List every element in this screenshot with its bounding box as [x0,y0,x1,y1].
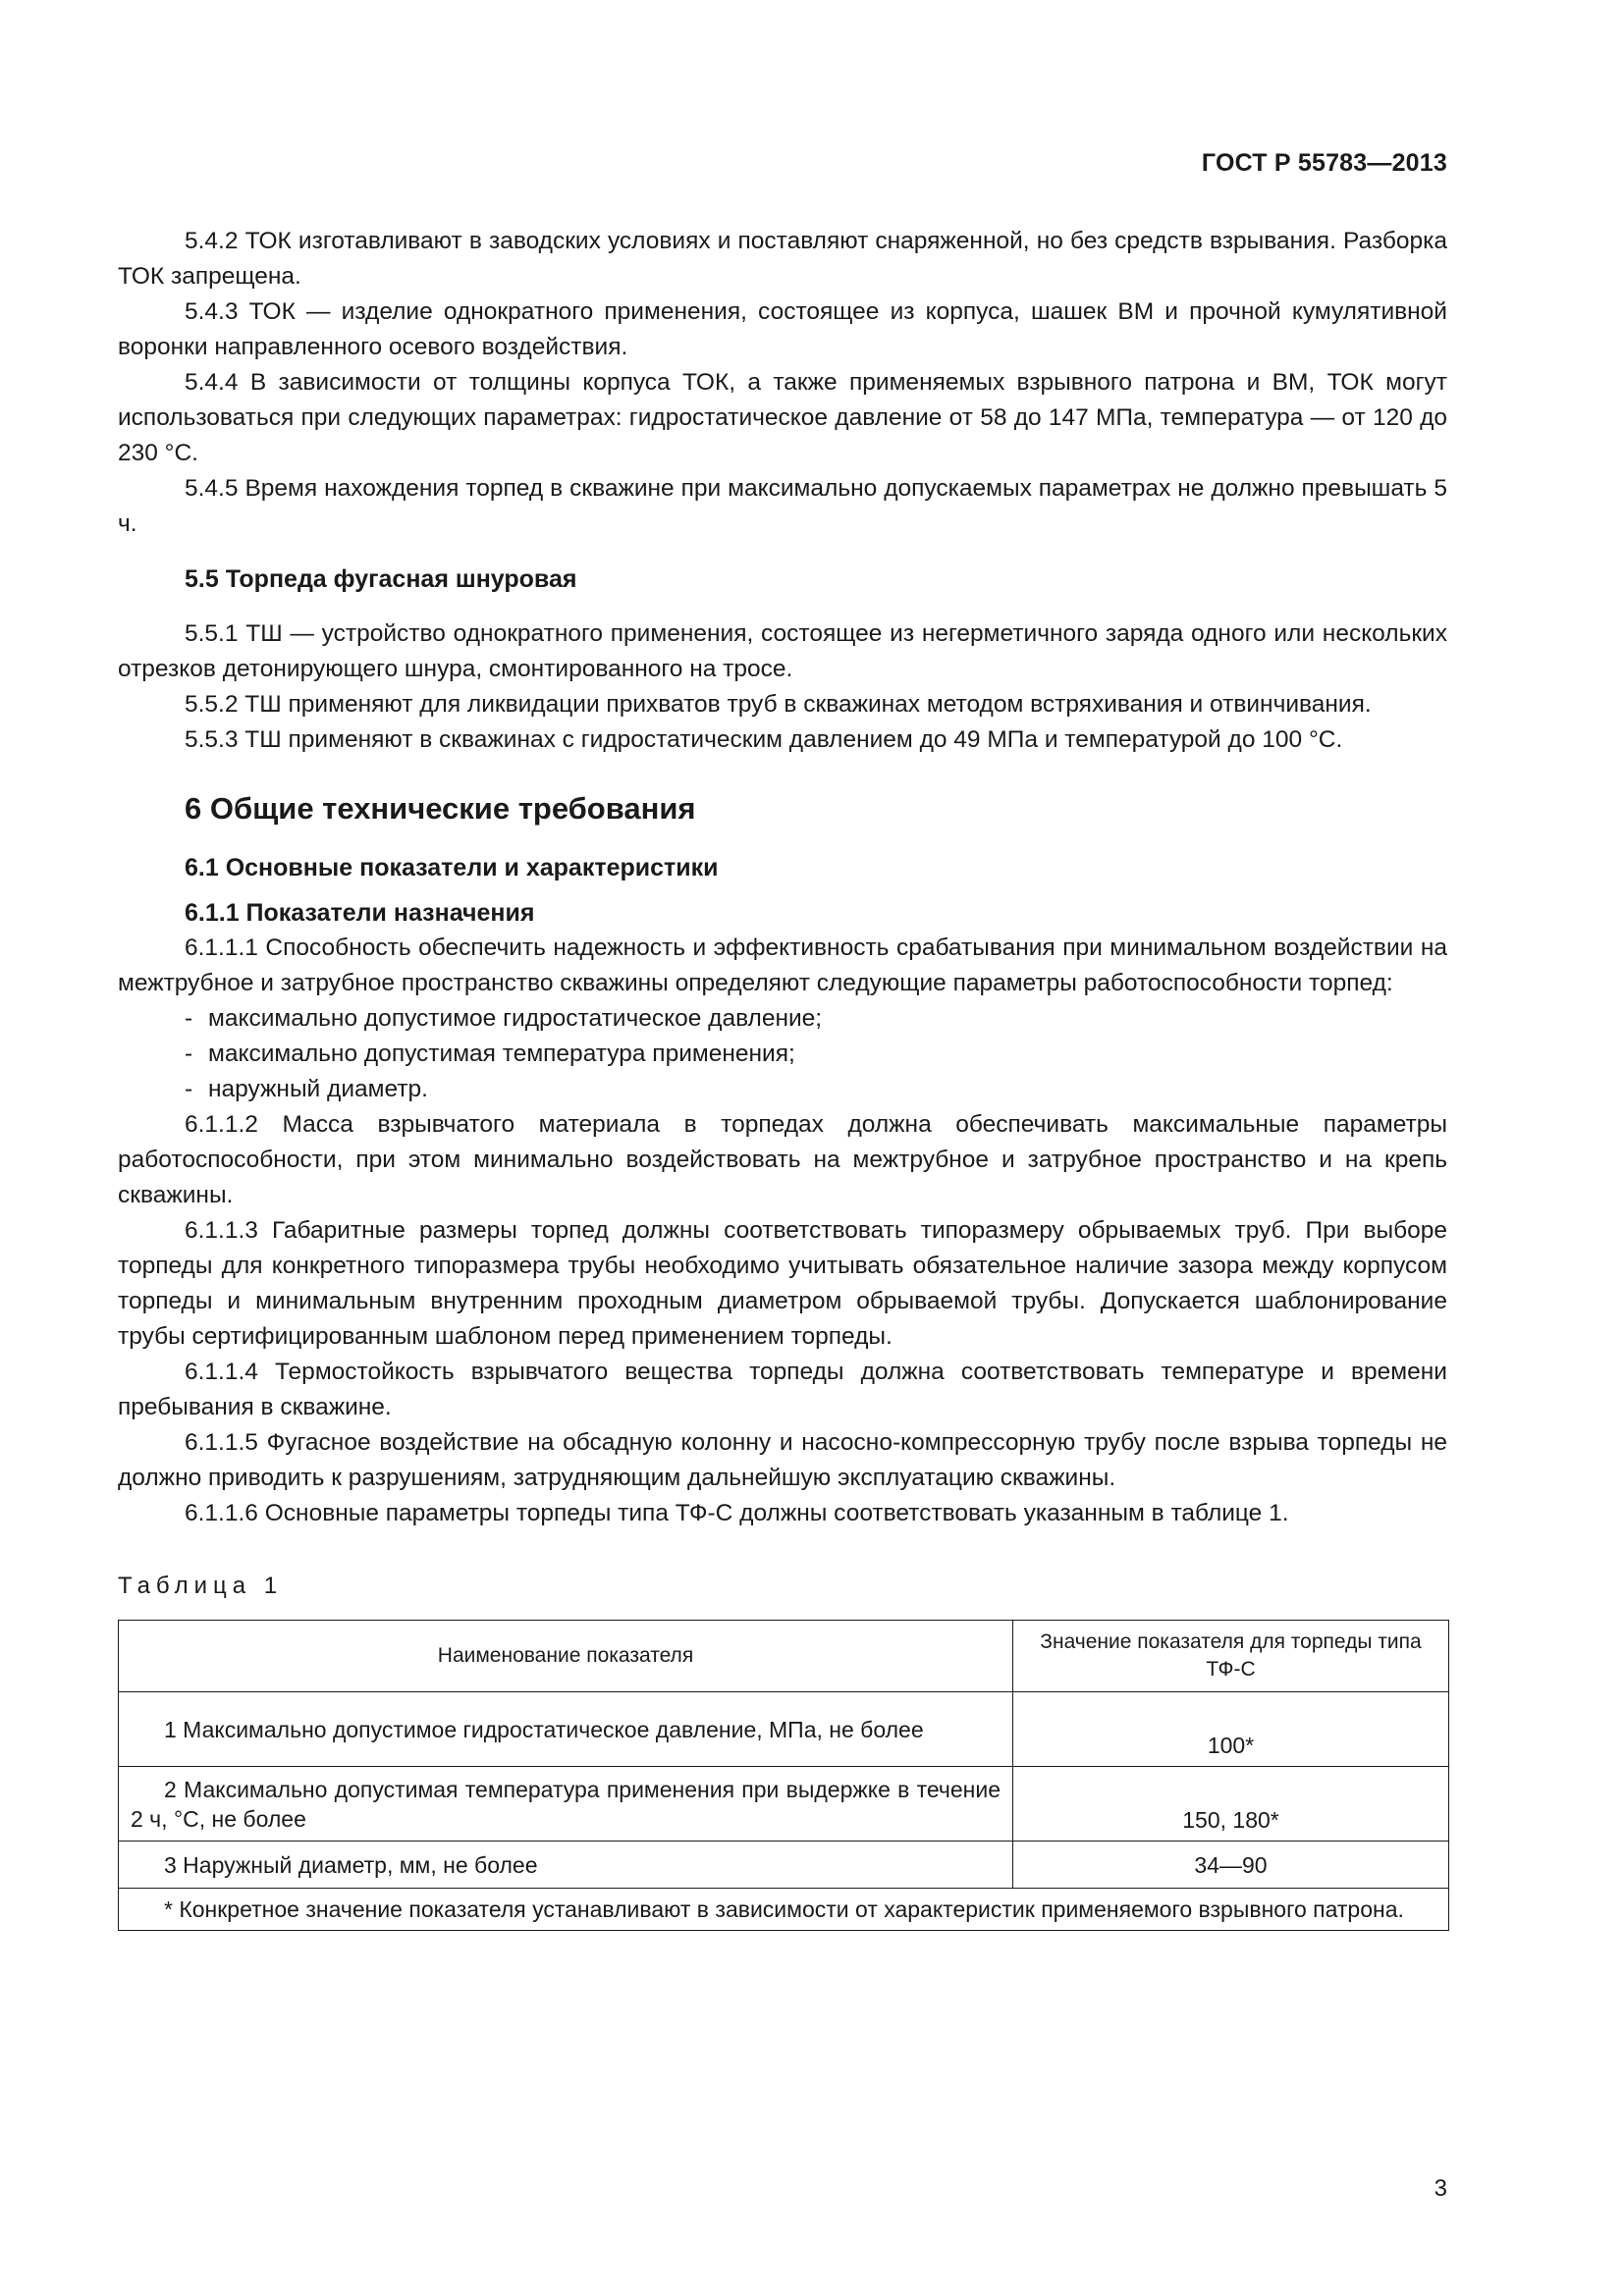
table-cell-value: 100* [1013,1692,1449,1767]
document-body [118,224,1447,1931]
table-row [119,1692,1449,1767]
list-marker: - [185,1005,193,1032]
table-header-row [119,1621,1449,1692]
section-6-1-1-heading: 6.1.1 Показатели назначения [185,899,535,927]
table-cell-name: 2 Максимально допустимая температура применения при выдержке в течение 2 ч, °С, не более [119,1767,1013,1842]
list-item-text: наружный диаметр. [208,1076,428,1102]
paragraph-6-1-1-6: 6.1.1.6 Основные параметры торпеды типа ТФ-С должны соответствовать указанным в таблице 1. [185,1500,1289,1526]
section-6-heading: 6 Общие технические требования [185,791,696,826]
paragraph-6-1-1-1: 6.1.1.1 Способность обеспечить надежность и эффективность срабатывания при минимальном воздействии на межтрубное и затрубное пространство скважины определяют следующие параметры работоспособности торпед: [118,934,1447,996]
section-6-1-heading: 6.1 Основные показатели и характеристики [185,854,719,881]
table-footnote-row [119,1889,1449,1931]
paragraph-5-5-3: 5.5.3 ТШ применяют в скважинах с гидростатическим давлением до 49 МПа и температурой до 100 °С. [185,726,1343,753]
list-marker: - [185,1041,193,1067]
paragraph-6-1-1-5: 6.1.1.5 Фугасное воздействие на обсадную колонну и насосно-компрессорную трубу после взрыва торпеды не должно приводить к разрушениям, затрудняющим дальнейшую эксплуатацию скважины. [118,1429,1447,1491]
paragraph-6-1-1-3: 6.1.1.3 Габаритные размеры торпед должны соответствовать типоразмеру обрываемых труб. При выборе торпеды для конкретного типоразмера трубы необходимо учитывать обязательное наличие зазора между корпусом торпеды и минимальным внутренним проходным диаметром обрываемой трубы. Допускается шаблонирование трубы сертифицированным шаблоном перед применением торпеды. [118,1217,1447,1350]
paragraph-5-5-2: 5.5.2 ТШ применяют для ликвидации прихватов труб в скважинах методом встряхивания и отвинчивания. [185,691,1372,718]
parameters-table [118,1620,1449,1931]
table-cell-name: 3 Наружный диаметр, мм, не более [119,1842,1013,1889]
table-footnote: * Конкретное значение показателя устанавливают в зависимости от характеристик применяемого взрывного патрона. [119,1889,1449,1931]
paragraph-5-4-3: 5.4.3 ТОК — изделие однократного применения, состоящее из корпуса, шашек ВМ и прочной кумулятивной воронки направленного осевого воздействия. [118,298,1447,360]
list-item [118,1037,1447,1072]
table-cell-value: 150, 180* [1013,1767,1449,1842]
table-header-value: Значение показателя для торпеды типа ТФ-С [1013,1621,1449,1692]
list-item-text: максимально допустимое гидростатическое давление; [208,1005,823,1032]
table-row [119,1842,1449,1889]
table-row [119,1767,1449,1842]
paragraph-5-4-4: 5.4.4 В зависимости от толщины корпуса ТОК, а также применяемых взрывного патрона и ВМ, ТОК могут использоваться при следующих параметрах: гидростатическое давление от 58 до 147 МПа, температура — от 120 до 230 °С. [118,369,1447,466]
paragraph-5-4-5: 5.4.5 Время нахождения торпед в скважине при максимально допускаемых параметрах не должно превышать 5 ч. [118,475,1447,537]
page-number: 3 [1434,2175,1447,2202]
table-caption: Таблица 1 [118,1573,284,1599]
paragraph-6-1-1-2: 6.1.1.2 Масса взрывчатого материала в торпедах должна обеспечивать максимальные параметры работоспособности, при этом минимально воздействовать на межтрубное и затрубное пространство и на крепь скважины. [118,1111,1447,1208]
list-item [118,1001,1447,1037]
section-5-5-heading: 5.5 Торпеда фугасная шнуровая [185,565,577,593]
table-header-name: Наименование показателя [119,1621,1013,1692]
paragraph-5-5-1: 5.5.1 ТШ — устройство однократного применения, состоящее из негерметичного заряда одного или нескольких отрезков детонирующего шнура, смонтированного на тросе. [118,620,1447,682]
table-cell-name: 1 Максимально допустимое гидростатическое давление, МПа, не более [119,1692,1013,1767]
list-marker: - [185,1076,193,1102]
paragraph-5-4-2: 5.4.2 ТОК изготавливают в заводских условиях и поставляют снаряженной, но без средств взрывания. Разборка ТОК запрещена. [118,228,1447,290]
standard-header: ГОСТ Р 55783—2013 [1201,149,1447,177]
list-item [118,1072,1447,1107]
table-cell-value: 34—90 [1013,1842,1449,1889]
list-item-text: максимально допустимая температура применения; [208,1041,795,1067]
paragraph-6-1-1-4: 6.1.1.4 Термостойкость взрывчатого вещества торпеды должна соответствовать температуре и времени пребывания в скважине. [118,1359,1447,1420]
